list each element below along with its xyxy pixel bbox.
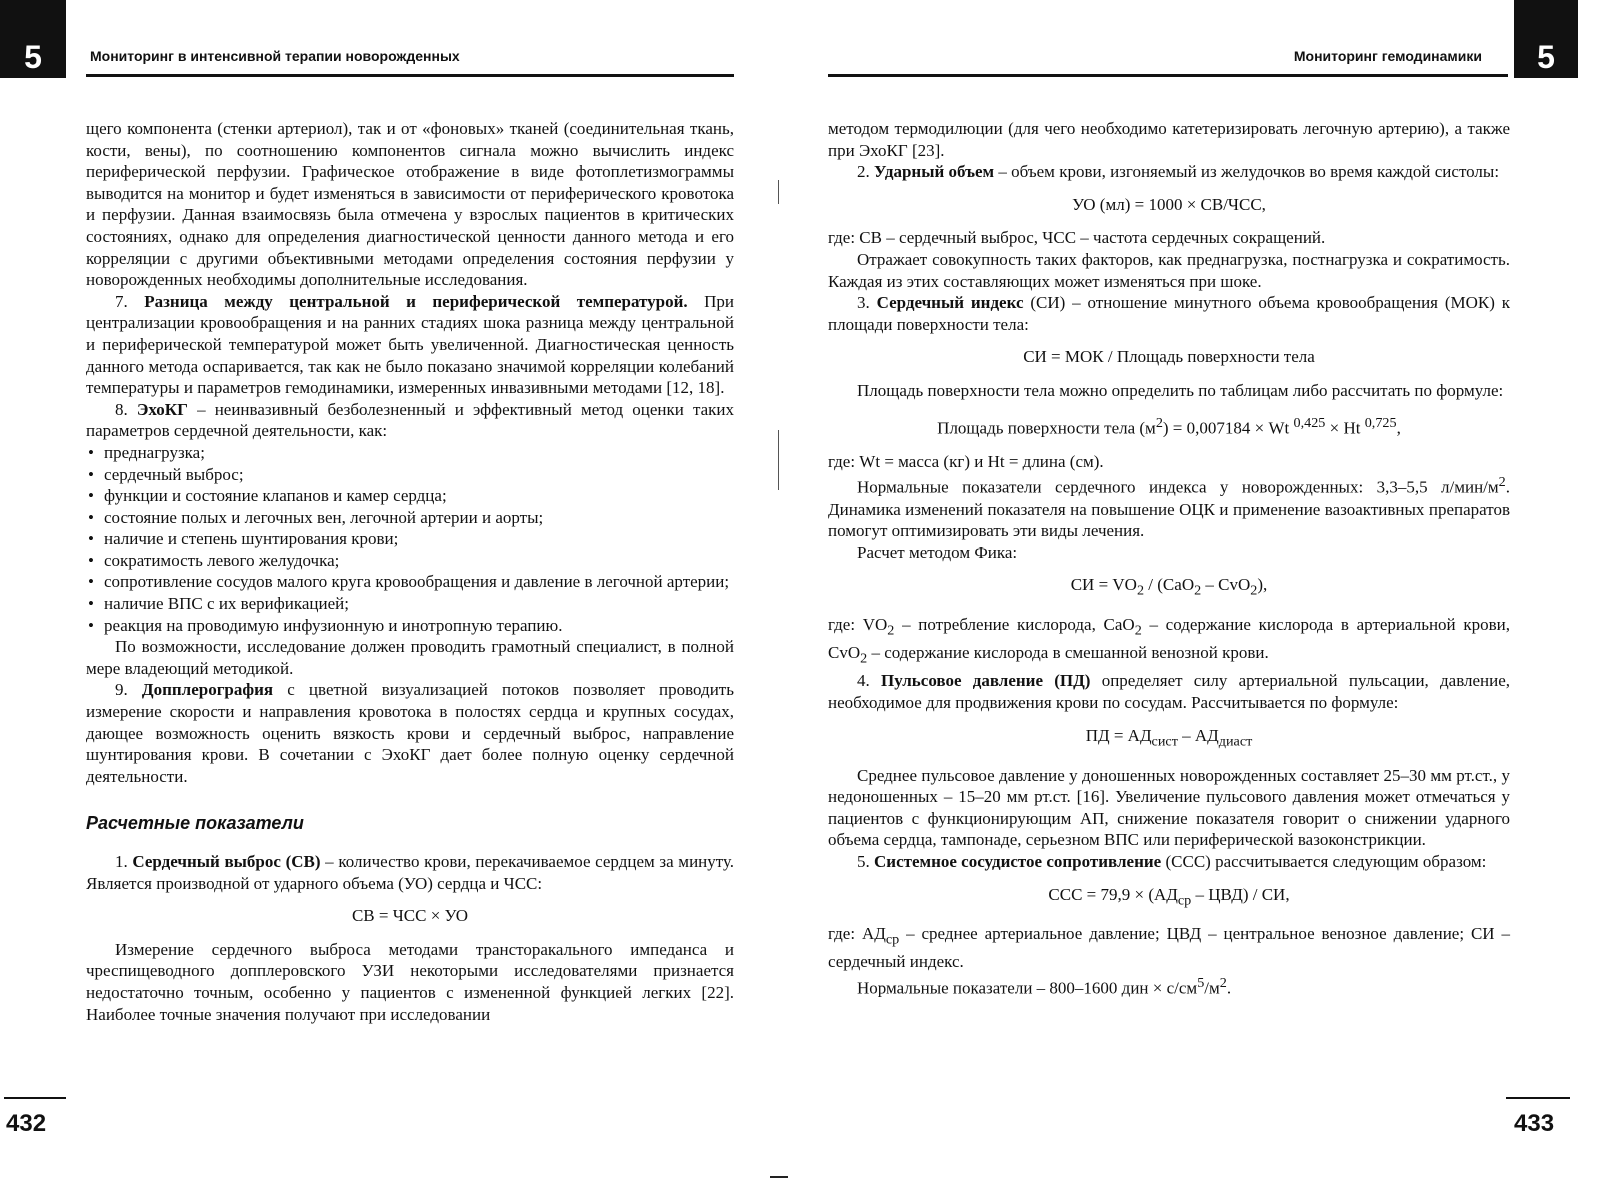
item-number: 4.	[857, 671, 870, 691]
item-number: 9.	[115, 680, 128, 700]
formula-part: ССС = 79,9 × (АД	[1048, 884, 1178, 904]
item-term: Системное сосудистое сопротивление	[874, 851, 1162, 871]
formula-subscript: 2	[1250, 582, 1258, 599]
calc-3-paragraph	[828, 292, 1510, 335]
text-part: Нормальные показатели – 800–1600 дин × с/см	[857, 978, 1198, 998]
ci-norm	[828, 472, 1510, 541]
item-text: При централизации кровообращения и на ранних стадиях шока разница между центральной и периферической температурой может быть увеличенной. Диагностическая ценность данного метода оспаривается, так как не было показано значимой корреляции колебаний температуры и параметров гемодинамики, измеренных инвазивными методами [12, 18].	[86, 291, 735, 398]
formula-superscript: 0,425	[1293, 414, 1326, 431]
page-number: 433	[1514, 1110, 1555, 1137]
formula-part: – CvO	[1201, 575, 1251, 595]
item-number: 1.	[115, 852, 128, 871]
item-number: 2.	[857, 162, 870, 182]
gutter-mark	[778, 430, 779, 490]
running-header: Мониторинг гемодинамики	[1293, 48, 1482, 64]
item-9-paragraph	[86, 679, 734, 787]
superscript: 2	[1498, 474, 1506, 491]
chapter-number: 5	[1537, 38, 1555, 75]
header-rule	[828, 74, 1508, 77]
list-item: • сопротивление сосудов малого круга кровообращения и давление в легочной артерии;	[86, 571, 734, 593]
formula-part: ) = 0,007184 × Wt	[1162, 418, 1294, 438]
formula-cardiac-index: СИ = МОК / Площадь поверхности тела	[1023, 347, 1315, 367]
continuation-paragraph: методом термодилюции (для чего необходимо катетеризировать легочную артерию), а также при ЭхоКГ [23].	[828, 119, 1510, 160]
header-rule	[86, 74, 734, 77]
svr-where	[828, 923, 1510, 973]
section-heading: Расчетные показатели	[86, 813, 304, 834]
text-part: где: АД	[828, 924, 886, 944]
item-7-paragraph	[86, 291, 734, 399]
item-term: Пульсовое давление (ПД)	[880, 671, 1091, 691]
right-page	[800, 0, 1600, 1203]
sv-note: Отражает совокупность таких факторов, как преднагрузка, постнагрузка и сократимость. Каждая из этих составляющих может изменяться при шоке.	[828, 249, 1510, 291]
formula-superscript: 2	[1155, 414, 1163, 431]
gutter-mark	[770, 1170, 788, 1178]
item-text: (ССС) рассчитывается следующим образом:	[1165, 851, 1487, 871]
chapter-tab	[1514, 0, 1578, 78]
item-term: Ударный объем	[874, 162, 995, 182]
item-number: 8.	[115, 399, 128, 419]
subscript: ср	[885, 931, 900, 948]
item-number: 3.	[857, 293, 870, 313]
calc-1-paragraph	[86, 851, 734, 894]
calc-2-paragraph	[828, 161, 1510, 183]
formula-part: – АД	[1177, 725, 1219, 745]
echo-parameter-list	[86, 442, 734, 636]
intro-paragraph: щего компонента (стенки артериол), так и от «фоновых» тканей (соединительная ткань, кости, вены), по соотношению компонентов сигнала можно вычислить индекс периферической перфузии. Графическое отображение в виде фотоплетизмограммы выводится на монитор и будет изменяться в зависимости от периферического кровотока и перфузии. Данная взаимосвязь была отмечена у взрослых пациентов в критических состояниях, однако для определения диагностической ценности данного метода и его корреляции с другими объективными методами определения состояния перфузии у новорожденных необходимы дополнительные исследования.	[86, 119, 734, 290]
running-header: Мониторинг в интенсивной терапии новорожденных	[90, 48, 460, 64]
calc-5-paragraph	[828, 851, 1510, 873]
subscript: 2	[1134, 622, 1142, 639]
formula-pulse-pressure	[828, 725, 1510, 753]
list-item: • сердечный выброс;	[86, 464, 734, 486]
formula-fick	[828, 574, 1510, 602]
formula-subscript: 2	[1136, 582, 1145, 599]
bsa-where: где: Wt = масса (кг) и Ht = длина (см).	[828, 451, 1104, 471]
superscript: 2	[1219, 975, 1227, 992]
item-text: – неинвазивный безболезненный и эффективный метод оценки таких параметров сердечной деятельности, как:	[86, 399, 735, 441]
text-part: Нормальные показатели сердечного индекса у новорожденных: 3,3–5,5 л/мин/м	[857, 478, 1499, 498]
list-item: • функции и состояние клапанов и камер сердца;	[86, 485, 734, 507]
item-term: Разница между центральной и периферической температурой.	[144, 291, 688, 311]
item-term: ЭхоКГ	[136, 399, 188, 419]
formula-body-surface-area	[828, 413, 1510, 439]
formula-subscript: ср	[1177, 891, 1192, 908]
superscript: 5	[1197, 975, 1205, 992]
list-item: • сократимость левого желудочка;	[86, 550, 734, 572]
left-body-text	[86, 118, 734, 1025]
svr-norm	[828, 973, 1510, 999]
formula-superscript: 0,725	[1364, 414, 1397, 431]
item-number: 7.	[115, 291, 128, 311]
formula-part: СИ = VO	[1070, 575, 1137, 595]
subscript: 2	[860, 650, 868, 667]
item-text: (СИ) – отношение минутного объема кровообращения (МОК) к площади поверхности тела:	[828, 293, 1510, 334]
fick-intro: Расчет методом Фика:	[857, 542, 1018, 562]
item-text: с цветной визуализацией потоков позволяет проводить измерение скорости и направления кровотока в полостях сердца и крупных сосудах, дающее возможность оценить вязкость крови и сердечный выброс, направление шунтирования крови. В сочетании с ЭхоКГ дает более полную оценку сердечной деятельности.	[86, 680, 734, 786]
item-term: Сердечный индекс	[876, 293, 1024, 313]
list-item: • преднагрузка;	[86, 442, 734, 464]
chapter-number: 5	[24, 38, 42, 75]
formula-part: – ЦВД) / СИ,	[1191, 884, 1290, 904]
formula-part: ),	[1257, 575, 1268, 595]
item-text: – количество крови, перекачиваемое сердцем за минуту. Является производной от ударного объема (УО) сердца и ЧСС:	[86, 852, 735, 893]
formula-subscript: диаст	[1218, 732, 1253, 749]
text-part: – содержание кислорода в смешанной венозной крови.	[867, 643, 1269, 663]
formula-part: / (CaO	[1144, 575, 1195, 595]
list-item: • состояние полых и легочных вен, легочной артерии и аорты;	[86, 507, 734, 529]
item-term: Допплерография	[141, 680, 274, 700]
bsa-intro: Площадь поверхности тела можно определить по таблицам либо рассчитать по формуле:	[857, 380, 1504, 400]
formula-svr	[828, 884, 1510, 912]
formula-stroke-volume: УО (мл) = 1000 × СВ/ЧСС,	[1072, 194, 1266, 214]
footer-rule	[4, 1097, 66, 1099]
right-body-text	[828, 118, 1510, 999]
gutter-mark	[778, 180, 779, 204]
fick-where	[828, 614, 1510, 670]
formula-cardiac-output: СВ = ЧСС × УО	[351, 906, 469, 926]
echo-note: По возможности, исследование должен проводить грамотный специалист, в полной мере владеющий методикой.	[86, 637, 734, 678]
footer-rule	[1506, 1097, 1570, 1099]
formula-sv-where: где: СВ – сердечный выброс, ЧСС – частота сердечных сокращений.	[828, 228, 1326, 248]
pp-note: Среднее пульсовое давление у доношенных новорожденных составляет 25–30 мм рт.ст., у недоношенных – 15–20 мм рт.ст. [16]. Увеличение пульсового давления может отмечаться у пациентов с функционирующим АП, снижение показателя говорит о снижении ударного объема сердца, тампонаде, серьезном ВПС или периферической вазоконстрикции.	[828, 765, 1510, 850]
list-item: • наличие и степень шунтирования крови;	[86, 528, 734, 550]
formula-part: ПД = АД	[1085, 725, 1152, 745]
calc-4-paragraph	[828, 670, 1510, 713]
formula-subscript: 2	[1194, 582, 1202, 599]
formula-subscript: сист	[1151, 732, 1178, 749]
page-number: 432	[6, 1110, 47, 1137]
formula-part: × Ht	[1325, 418, 1365, 438]
subscript: 2	[887, 622, 895, 639]
text-part: где: VO	[828, 615, 888, 635]
text-part: . Динамика изменений показателя на повышение ОЦК и применение вазоактивных препаратов помогут оптимизировать эти виды лечения.	[828, 478, 1510, 541]
item-text: – объем крови, изгоняемый из желудочков во время каждой систолы:	[998, 162, 1500, 182]
item-text: определяет силу артериальной пульсации, давление, необходимое для продвижения крови по сосудам. Рассчитывается по формуле:	[828, 671, 1511, 712]
text-part: – содержание кислорода в артериальной крови, CvO	[828, 615, 1510, 663]
item-term: Сердечный выброс (СВ)	[132, 852, 321, 871]
item-8-paragraph	[86, 399, 734, 442]
formula-part: ,	[1396, 418, 1401, 438]
list-item: • наличие ВПС с их верификацией;	[86, 593, 734, 615]
text-part: /м	[1204, 978, 1220, 998]
text-part: – потребление кислорода, CaO	[894, 615, 1135, 635]
item-number: 5.	[857, 851, 870, 871]
formula-part: Площадь поверхности тела (м	[937, 418, 1156, 438]
text-part: – среднее артериальное давление; ЦВД – центральное венозное давление; СИ – сердечный индекс.	[828, 924, 1510, 972]
chapter-tab	[0, 0, 66, 78]
closing-paragraph: Измерение сердечного выброса методами трансторакального импеданса и чреспищеводного допплеровского УЗИ некоторыми исследователями признается недостаточно точным, особенно у пациентов с измененной функцией легких [22]. Наиболее точные значения получают при исследовании	[86, 939, 734, 1024]
list-item: • реакция на проводимую инфузионную и инотропную терапию.	[86, 615, 734, 637]
text-part: .	[1226, 978, 1232, 998]
